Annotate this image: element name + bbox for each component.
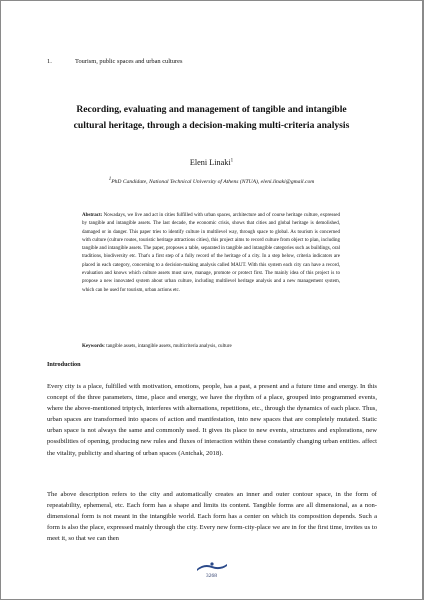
abstract [82,212,340,295]
section-heading [47,58,182,65]
keywords-text: : tangible assets, intangible assets, multicriteria analysis, culture [103,344,232,349]
document-page [1,1,422,599]
conference-logo-icon [195,561,229,571]
author-name: Eleni Linaki [189,158,231,167]
affiliation-sup: 1 [108,177,112,182]
affiliation [1,177,422,185]
body-paragraph: Every city is a place, fulfilled with motivation, emotions, people, has a past, a present and a future time and energy. In this concept of the three parameters, time, place and energy, we have the rhythm of a place, grouped into programmed events, where the above-mentioned triptych, interferes with alternations, repetitions, etc., through the dynamics of each place. Thus, urban spaces are transformed into spaces of action and manifestation, into new spaces that are completely mutated. Static urban space is not always the same and commonly used. It gives its place to new events, structures and explorations, new possibilities of opening, producing new rules and fluxes of interaction within these constantly changing urban entities. affect the vitality, publicity and sharing of urban spaces (Antchak, 2018). [47,383,377,457]
keywords-label: Keywords [82,344,104,349]
abstract-text: Nowadays, we live and act in cities fulfilled with urban spaces, architecture and of course heritage culture, expressed by tangible and intangible assets. The last decade, the economic crisis, shows that cities and global heritage is demolished, damaged or in danger. This paper tries to identify culture in multilevel way, through space to global. As tourism is concerned with culture (culture routes, touristic heritage attractions cities), this project aims to record culture from object to plan, including tangible and intangible assets. The paper, proposes a table, separated in tangible and intangible categories such as buildings, oral traditions, biodiversity etc. That's a first step of a fully record of the heritage of a city. In a step below, criteria indicators are placed in each category, concerning to a decision-making analysis called MAUT. With this system each city can have a record, evaluation and knows which culture assets must save, manage, promote or protect first. The mainly idea of this project is to propose a new innovated system about urban culture, including multilevel heritage analysis and a new management system, which can be used for tourism, urban actions etc. [82,213,340,293]
abstract-label: Abstract: [82,213,103,218]
section-title: Tourism, public spaces and urban cultures [75,58,183,65]
body-paragraph: The above description refers to the city and automatically creates an inner and outer contour space, in the form of repeatability, ephemeral, etc. Each form has a shape and limits its content. Tangible forms are all dimensional, as a non-dimensional form is not meant in the intangible world. Each form has a center on which its composition depends. Such a form is also the place, expressed mainly through the city. Every new form-city-place we are in for the first time, invites us to meet it, so that we can then [47,491,377,543]
author-sup: 1 [230,158,234,164]
page-number: 3268 [205,573,218,579]
introduction-heading: Introduction [47,361,81,368]
affiliation-text: PhD Candidate, National Technical University of Athens (NTUA), eleni.linaki@gmail.com [111,178,315,185]
section-number: 1. [47,58,52,65]
author-line [1,158,422,167]
paper-title: Recording, evaluating and management of tangible and intangible cultural heritage, through a decision-making multi-criteria analysis [73,104,350,131]
keywords [82,343,340,350]
